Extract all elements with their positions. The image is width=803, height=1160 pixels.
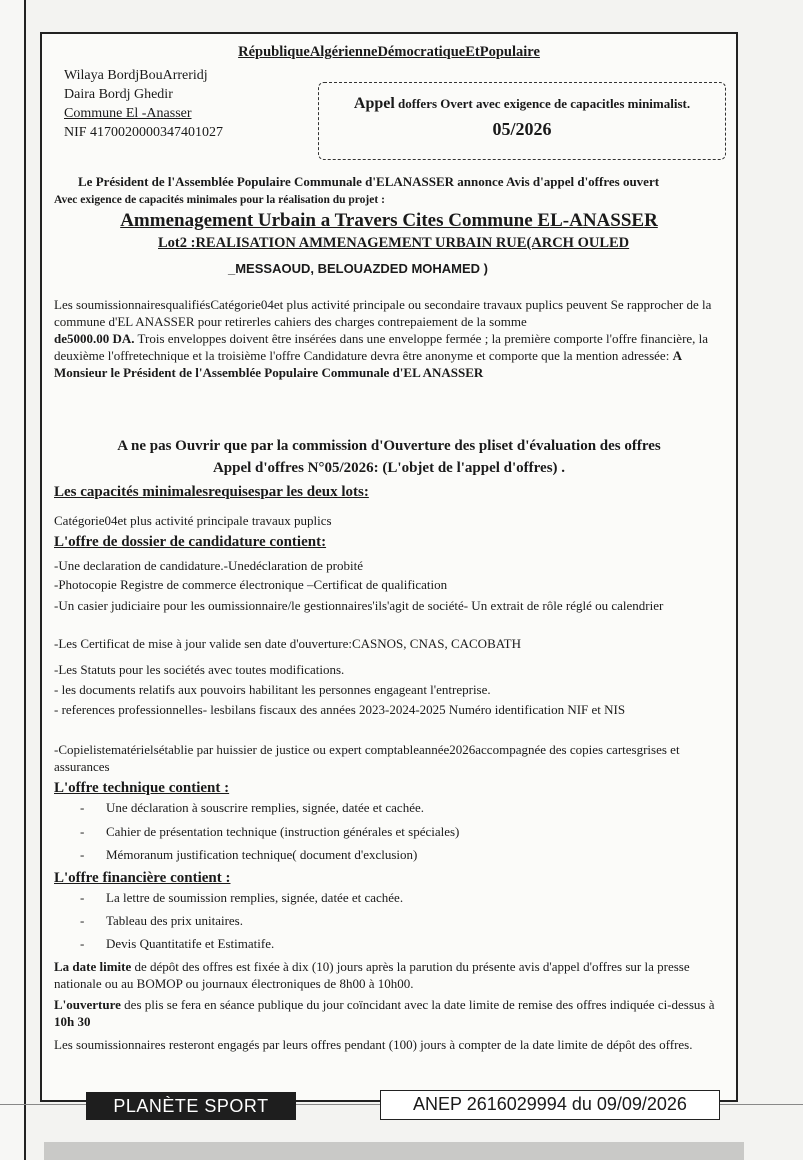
commune-line: Commune El -Anasser (64, 106, 192, 121)
announcement-subline: Avec exigence de capacités minimales pour la réalisation du projet : (54, 194, 385, 206)
page-margin-rule (0, 0, 26, 1160)
anep-reference: ANEP 2616029994 du 09/09/2026 (380, 1090, 720, 1120)
opening-time: 10h 30 (54, 1014, 91, 1029)
candidature-item: - references professionnelles- lesbilans fiscaux des années 2023-2024-2025 Numéro identification NIF et NIS (54, 702, 626, 717)
capacities-heading: Les capacités minimalesrequisespar les deux lots: (54, 484, 369, 500)
deadline-label: La date limite (54, 959, 132, 974)
technical-offer-heading: L'offre technique contient : (54, 780, 230, 796)
daira-line: Daira Bordj Ghedir (64, 87, 173, 102)
project-title: Ammenagement Urbain a Travers Cites Commune EL-ANASSER (120, 210, 658, 231)
candidature-item: - les documents relatifs aux pouvoirs habilitant les personnes engageant l'entreprise. (54, 682, 491, 697)
candidature-item: -Copielistematérielsétablie par huissier de justice ou expert comptableannée2026accompagnée des copies cartesgrises et assurances (54, 742, 680, 774)
technical-offer-item: - Une déclaration à souscrire remplies, signée, datée et cachée. (80, 800, 424, 815)
candidature-item: -Les Certificat de mise à jour valide sen date d'ouverture:CASNOS, CNAS, CACOBATH (54, 636, 522, 651)
financial-offer-item: - La lettre de soumission remplies, signée, datée et cachée. (80, 890, 404, 905)
body-paragraph (54, 296, 726, 381)
validity-paragraph: Les soumissionnaires resteront engagés par leurs offres pendant (100) jours à compter de la date limite de dépôt des offres. (54, 1037, 693, 1052)
tender-notice (40, 32, 738, 1102)
financial-offer-item: - Tableau des prix unitaires. (80, 913, 243, 928)
bullet-dash: - (80, 936, 85, 951)
opening-paragraph: L'ouverture des plis se fera en séance publique du jour coïncidant avec la date limite de remise des offres indiquée ci-dessus à 10h 30 (54, 997, 715, 1029)
tender-type-line (319, 95, 725, 113)
body-intro: Les soumissionnairesqualifiésCatégorie04et plus activité principale ou secondaire travaux puplics peuvent Se rapprocher de la commune d'EL ANASSER pour retirerles cahiers des charges contrepaiement de la somme (54, 297, 712, 329)
technical-offer-item: - Cahier de présentation technique (instruction générales et spéciales) (80, 824, 460, 839)
candidature-item: -Photocopie Registre de commerce électronique –Certificat de qualification (54, 577, 448, 592)
bullet-dash: - (80, 890, 85, 905)
candidature-item: -Un casier judiciaire pour les oumissionnaire/le gestionnaires'ils'agit de société- Un extrait de rôle réglé ou calendrier (54, 598, 664, 613)
envelopes-text: Trois enveloppes doivent être insérées dans une enveloppe fermée ; la première comporte l'offre financière, la deuxième l'offretechnique et la troisième l'offre Candidature devra être anonyme et comporte que la mention adressée: (54, 331, 709, 363)
publication-name: PLANÈTE SPORT (86, 1092, 296, 1120)
administration-block (64, 66, 223, 142)
opening-label: L'ouverture (54, 997, 121, 1012)
next-notice-strip (44, 1142, 744, 1160)
candidature-heading: L'offre de dossier de candidature contient: (54, 534, 327, 550)
bullet-dash: - (80, 847, 85, 862)
candidature-item: -Une declaration de candidature.-Unedéclaration de probité (54, 558, 363, 573)
candidature-item: -Les Statuts pour les sociétés avec toutes modifications. (54, 662, 345, 677)
lot-title-continued: _MESSAOUD, BELOUAZDED MOHAMED ) (228, 261, 489, 276)
financial-offer-heading: L'offre financière contient : (54, 870, 231, 886)
fee-amount: de5000.00 DA. (54, 331, 135, 346)
bullet-dash: - (80, 800, 85, 815)
bullet-dash: - (80, 824, 85, 839)
tender-number: 05/2026 (492, 119, 552, 139)
deadline-paragraph: La date limite de dépôt des offres est fixée à dix (10) jours après la parution du présente avis d'appel d'offres sur la presse nationale ou au BOMOP ou journaux électroniques de 8h00 à 10h00. (54, 959, 690, 991)
lot-title: Lot2 :REALISATION AMMENAGEMENT URBAIN RUE(ARCH OULED (158, 235, 630, 251)
tender-type-word: Appel (353, 95, 395, 112)
technical-offer-item: - Mémoranum justification technique( document d'exclusion) (80, 847, 418, 862)
tender-subject-line: Appel d'offres N°05/2026: (L'objet de l'appel d'offres) . (212, 460, 566, 476)
financial-offer-item: - Devis Quantitatife et Estimatife. (80, 936, 275, 951)
wilaya-line: Wilaya BordjBouArreridj (64, 68, 208, 83)
capacities-text: Catégorie04et plus activité principale travaux puplics (54, 513, 332, 528)
tender-type-rest: doffers Overt avec exigence de capacitles minimalist. (398, 96, 691, 111)
republic-heading: RépubliqueAlgérienneDémocratiqueEtPopulaire (238, 44, 540, 60)
announcement-line: Le Président de l'Assemblée Populaire Communale d'ELANASSER annonce Avis d'appel d'offres ouvert (78, 174, 660, 189)
tender-reference-box (318, 82, 726, 160)
bullet-dash: - (80, 913, 85, 928)
do-not-open-line: A ne pas Ouvrir que par la commission d'Ouverture des pliset d'évaluation des offres (117, 438, 661, 454)
addressee: A Monsieur le Président de l'Assemblée Populaire Communale d'EL ANASSER (54, 348, 682, 380)
nif-line: NIF 4170020000347401027 (64, 125, 224, 140)
